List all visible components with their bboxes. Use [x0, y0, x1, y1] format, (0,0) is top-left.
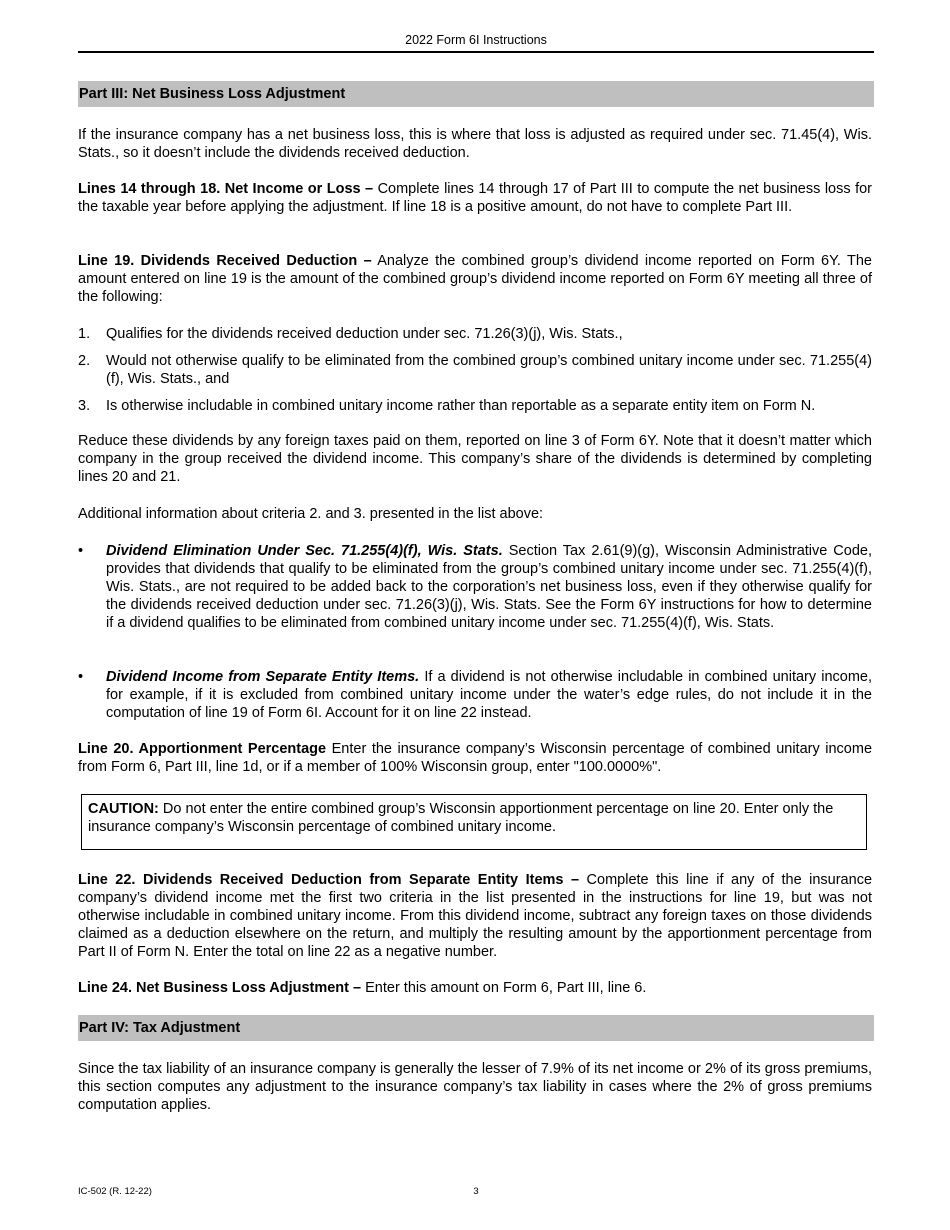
- line24-text: Enter this amount on Form 6, Part III, line 6.: [361, 980, 647, 996]
- footer-form-id: IC-502 (R. 12-22): [78, 1186, 152, 1197]
- line24-paragraph: [78, 979, 872, 997]
- line19-paragraph: [78, 252, 872, 306]
- criteria-number: 3.: [78, 398, 91, 414]
- caution-text: Do not enter the entire combined group’s Wisconsin apportionment percentage on line 20. Enter only the insurance company’s Wisconsin percentage of combined unitary income.: [88, 801, 834, 835]
- part3-heading: Part III: Net Business Loss Adjustment: [78, 81, 874, 107]
- line22-paragraph: [78, 871, 872, 961]
- lines14-18-paragraph: [78, 180, 872, 216]
- bullet-marker: •: [78, 543, 84, 559]
- line24-label: Line 24. Net Business Loss Adjustment –: [78, 980, 362, 996]
- criteria-number: 2.: [78, 353, 91, 369]
- caution-box: [81, 794, 867, 850]
- additional-info-paragraph: Additional information about criteria 2. and 3. presented in the list above:: [78, 506, 544, 522]
- criteria-item-1: [78, 325, 872, 343]
- bullet-marker: •: [78, 669, 84, 685]
- criteria-number: 1.: [78, 326, 91, 342]
- criteria-item-3: [78, 397, 872, 415]
- caution-label: CAUTION:: [88, 801, 159, 817]
- criteria-text: Qualifies for the dividends received deduction under sec. 71.26(3)(j), Wis. Stats.,: [106, 326, 623, 342]
- criteria-text: Would not otherwise qualify to be eliminated from the combined group’s combined unitary income under sec. 71.255(4)(f), Wis. Stats., and: [106, 353, 872, 387]
- criteria-text: Is otherwise includable in combined unitary income rather than reportable as a separate entity item on Form N.: [106, 398, 816, 414]
- part3-intro: If the insurance company has a net business loss, this is where that loss is adjusted as required under sec. 71.45(4), Wis. Stats., so it doesn’t include the dividends received deduction.: [78, 127, 872, 161]
- bullet-item-separate-entity: [78, 668, 872, 722]
- bullet-label: Dividend Income from Separate Entity Items.: [106, 669, 420, 685]
- line22-text: Complete this line if any of the insurance company’s dividend income met the first two criteria in the list presented in the instructions for line 19, but was not otherwise includable in combined unitary income. From this dividend income, subtract any foreign taxes on those dividends claimed as a deduction elsewhere on the return, and multiply the resulting amount by the apportionment percentage from Part II of Form N. Enter the total on line 22 as a negative number.: [78, 872, 873, 960]
- line19-label: Line 19. Dividends Received Deduction –: [78, 253, 372, 269]
- line20-label: Line 20. Apportionment Percentage: [78, 741, 327, 757]
- bullet-label: Dividend Elimination Under Sec. 71.255(4)(f), Wis. Stats.: [106, 543, 503, 559]
- bullet-text: If a dividend is not otherwise includable in combined unitary income, for example, if it is excluded from combined unitary income under the water’s edge rules, do not include it in the computation of line 19 of Form 6I. Account for it on line 22 instead.: [106, 669, 872, 721]
- footer-page-number: 3: [473, 1186, 479, 1197]
- lines14-18-label: Lines 14 through 18. Net Income or Loss –: [78, 181, 374, 197]
- line22-label: Line 22. Dividends Received Deduction from Separate Entity Items –: [78, 872, 580, 888]
- reduce-dividends-paragraph: Reduce these dividends by any foreign taxes paid on them, reported on line 3 of Form 6Y. Note that it doesn’t matter which company in the group received the dividend income. This company’s share of the dividends is determined by completing lines 20 and 21.: [78, 433, 872, 485]
- part4-paragraph: Since the tax liability of an insurance company is generally the lesser of 7.9% of its net income or 2% of its gross premiums, this section computes any adjustment to the insurance company’s tax liability in cases where the 2% of gross premiums computation applies.: [78, 1061, 872, 1113]
- line20-text: Enter the insurance company’s Wisconsin percentage of combined unitary income from Form 6, Part III, line 1d, or if a member of 100% Wisconsin group, enter "100.0000%".: [78, 741, 873, 775]
- criteria-item-2: [78, 352, 872, 388]
- line20-paragraph: [78, 740, 872, 776]
- line19-text: Analyze the combined group’s dividend income reported on Form 6Y. The amount entered on line 19 is the amount of the combined group’s dividend income reported on Form 6Y meeting all three of the following:: [78, 253, 872, 305]
- header-rule: [78, 51, 874, 53]
- bullet-text: Section Tax 2.61(9)(g), Wisconsin Administrative Code, provides that dividends that qualify to be eliminated from the group’s combined unitary income under sec. 71.255(4)(f), Wis. Stats., are not required to be added back to the corporation’s net business loss, even if they otherwise qualify for the dividends received deduction under sec. 71.26(3)(j), Wis. Stats. See the Form 6Y instructions for how to determine if a dividend qualifies to be eliminated from combined unitary income under sec. 71.255(4)(f), Wis. Stats.: [106, 543, 872, 631]
- running-header: 2022 Form 6I Instructions: [405, 33, 547, 47]
- bullet-item-dividend-elimination: [78, 542, 872, 632]
- lines14-18-text: Complete lines 14 through 17 of Part III to compute the net business loss for the taxable year before applying the adjustment. If line 18 is a positive amount, do not have to complete Part III.: [78, 181, 872, 215]
- part4-heading: Part IV: Tax Adjustment: [78, 1015, 874, 1041]
